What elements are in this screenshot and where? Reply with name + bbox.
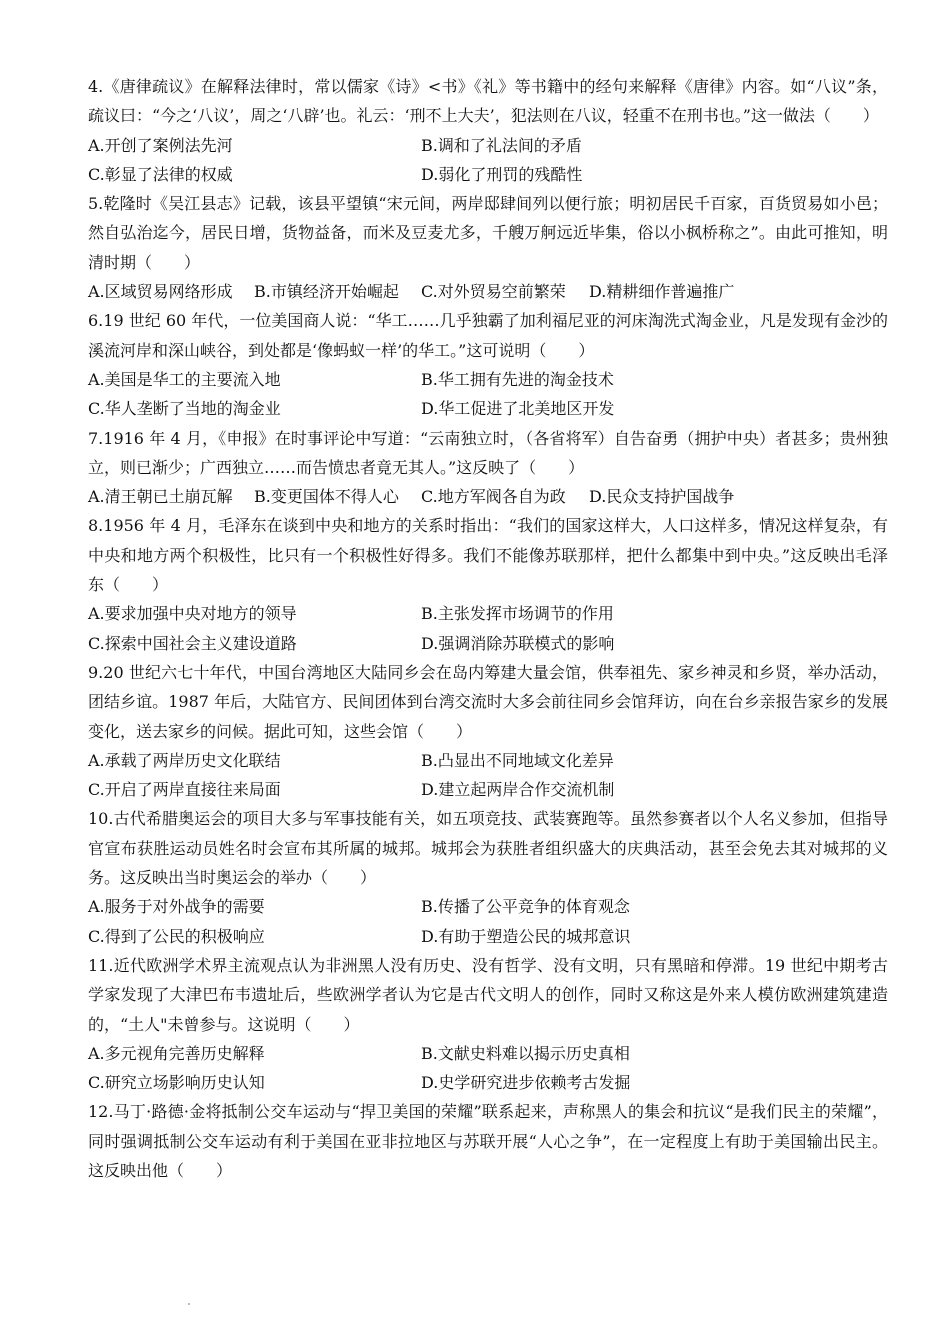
question-stem: 11.近代欧洲学术界主流观点认为非洲黑人没有历史、没有哲学、没有文明，只有黑暗和停滞。19 世纪中期考古学家发现了大津巴布韦遗址后，些欧洲学者认为它是古代文明人的创作，同时又称这是外来人模仿欧洲建筑建造的，“土人"未曾参与。这说明（ ） [88, 955, 888, 1034]
question-list [88, 72, 888, 1185]
question-7 [88, 424, 888, 512]
question-stem: 6.19 世纪 60 年代，一位美国商人说：“华工……几乎独霸了加利福尼亚的河床淘洗式淘金业，凡是发现有金沙的溪流河岸和深山峡谷，到处都是‘像蚂蚁一样’的华工。”这可说明（ ） [88, 311, 888, 360]
option-b: B.文献史料难以揭示历史真相 [421, 1043, 630, 1063]
option-b: B.华工拥有先进的淘金技术 [421, 369, 614, 389]
option-a: A.美国是华工的主要流入地 [88, 369, 281, 389]
question-stem: 9.20 世纪六七十年代，中国台湾地区大陆同乡会在岛内筹建大量会馆，供奉祖先、家乡神灵和乡贤，举办活动，团结乡谊。1987 年后，大陆官方、民间团体到台湾交流时大多会前往同乡会馆拜访，向在台乡亲报告家乡的发展变化，送去家乡的问候。据此可知，这些会馆（ ） [88, 662, 888, 741]
question-stem: 8.1956 年 4 月，毛泽东在谈到中央和地方的关系时指出：“我们的国家这样大，人口这样多，情况这样复杂，有中央和地方两个积极性，比只有一个积极性好得多。我们不能像苏联那样，把什么都集中到中央。”这反映出毛泽东（ ） [88, 516, 888, 595]
option-b: B.市镇经济开始崛起 [254, 282, 399, 302]
option-a: A.承载了两岸历史文化联结 [88, 750, 281, 770]
option-d: D.精耕细作普遍推广 [589, 282, 735, 302]
option-d: D.民众支持护国战争 [589, 487, 735, 507]
question-12 [88, 1097, 888, 1185]
option-a: A.区域贸易网络形成 [88, 282, 233, 302]
option-c: C.对外贸易空前繁荣 [421, 282, 566, 302]
option-c: C.开启了两岸直接往来局面 [88, 780, 281, 800]
question-4 [88, 72, 888, 189]
option-b: B.变更国体不得人心 [254, 487, 399, 507]
question-stem: 12.马丁·路德·金将抵制公交车运动与“捍卫美国的荣耀”联系起来，声称黑人的集会和抗议“是我们民主的荣耀”，同时强调抵制公交车运动有利于美国在亚非拉地区与苏联开展“人心之争”，在一定程度上有助于美国输出民主。这反映出他（ ） [88, 1102, 888, 1180]
question-10 [88, 804, 888, 950]
option-c: C.地方军阀各自为政 [421, 487, 566, 507]
option-c: C.研究立场影响历史认知 [88, 1073, 265, 1093]
option-d: D.建立起两岸合作交流机制 [421, 780, 615, 800]
option-d: D.华工促进了北美地区开发 [421, 399, 615, 419]
question-11 [88, 951, 888, 1097]
option-a: A.清王朝已土崩瓦解 [88, 487, 233, 507]
option-d: D.史学研究进步依赖考古发掘 [421, 1073, 631, 1093]
option-b: B.传播了公平竞争的体育观念 [421, 897, 630, 917]
question-stem: 10.古代希腊奥运会的项目大多与军事技能有关，如五项竞技、武装赛跑等。虽然参赛者以个人名义参加，但指导官宣布获胜运动员姓名时会宣布其所属的城邦。城邦会为获胜者组织盛大的庆典活动，甚至会免去其对城邦的义务。这反映出当时奥运会的举办（ ） [88, 809, 888, 888]
option-c: C.彰显了法律的权威 [88, 164, 233, 184]
question-stem: 4.《唐律疏议》在解释法律时，常以儒家《诗》<书》《礼》等书籍中的经句来解释《唐律》内容。如“八议”条，疏议曰：“今之‘八议’，周之‘八辟’也。礼云：‘刑不上大夫’，犯法则在八议，轻重不在刑书也。”这一做法（ ） [88, 77, 888, 126]
question-6 [88, 306, 888, 423]
option-a: A.要求加强中央对地方的领导 [88, 604, 297, 624]
option-a: A.多元视角完善历史解释 [88, 1043, 265, 1063]
question-8 [88, 511, 888, 657]
option-d: D.有助于塑造公民的城邦意识 [421, 926, 631, 946]
option-a: A.开创了案例法先河 [88, 135, 233, 155]
option-b: B.调和了礼法间的矛盾 [421, 135, 582, 155]
question-stem: 7.1916 年 4 月，《申报》在时事评论中写道：“云南独立时，（各省将军）自告奋勇（拥护中央）者甚多；贵州独立，则已渐少；广西独立……而告愤忠者竟无其人。”这反映了（ ） [88, 428, 888, 477]
option-d: D.弱化了刑罚的残酷性 [421, 164, 583, 184]
question-9 [88, 658, 888, 804]
option-c: C.华人垄断了当地的淘金业 [88, 399, 281, 419]
question-5 [88, 189, 888, 306]
option-c: C.得到了公民的积极响应 [88, 926, 265, 946]
option-c: C.探索中国社会主义建设道路 [88, 633, 297, 653]
option-b: B.凸显出不同地域文化差异 [421, 750, 614, 770]
question-stem: 5.乾隆时《吴江县志》记载，该县平望镇“宋元间，两岸邸肆间列以便行旅；明初居民千百家，百货贸易如小邑；然自弘治迄今，居民日增，货物益备，而米及豆麦尤多，千艘万舸远近毕集，俗以小枫桥称之”。由此可推知，明清时期（ ） [88, 194, 888, 272]
option-a: A.服务于对外战争的需要 [88, 897, 265, 917]
footer-mark [188, 1303, 190, 1305]
option-b: B.主张发挥市场调节的作用 [421, 604, 614, 624]
option-d: D.强调消除苏联模式的影响 [421, 633, 615, 653]
